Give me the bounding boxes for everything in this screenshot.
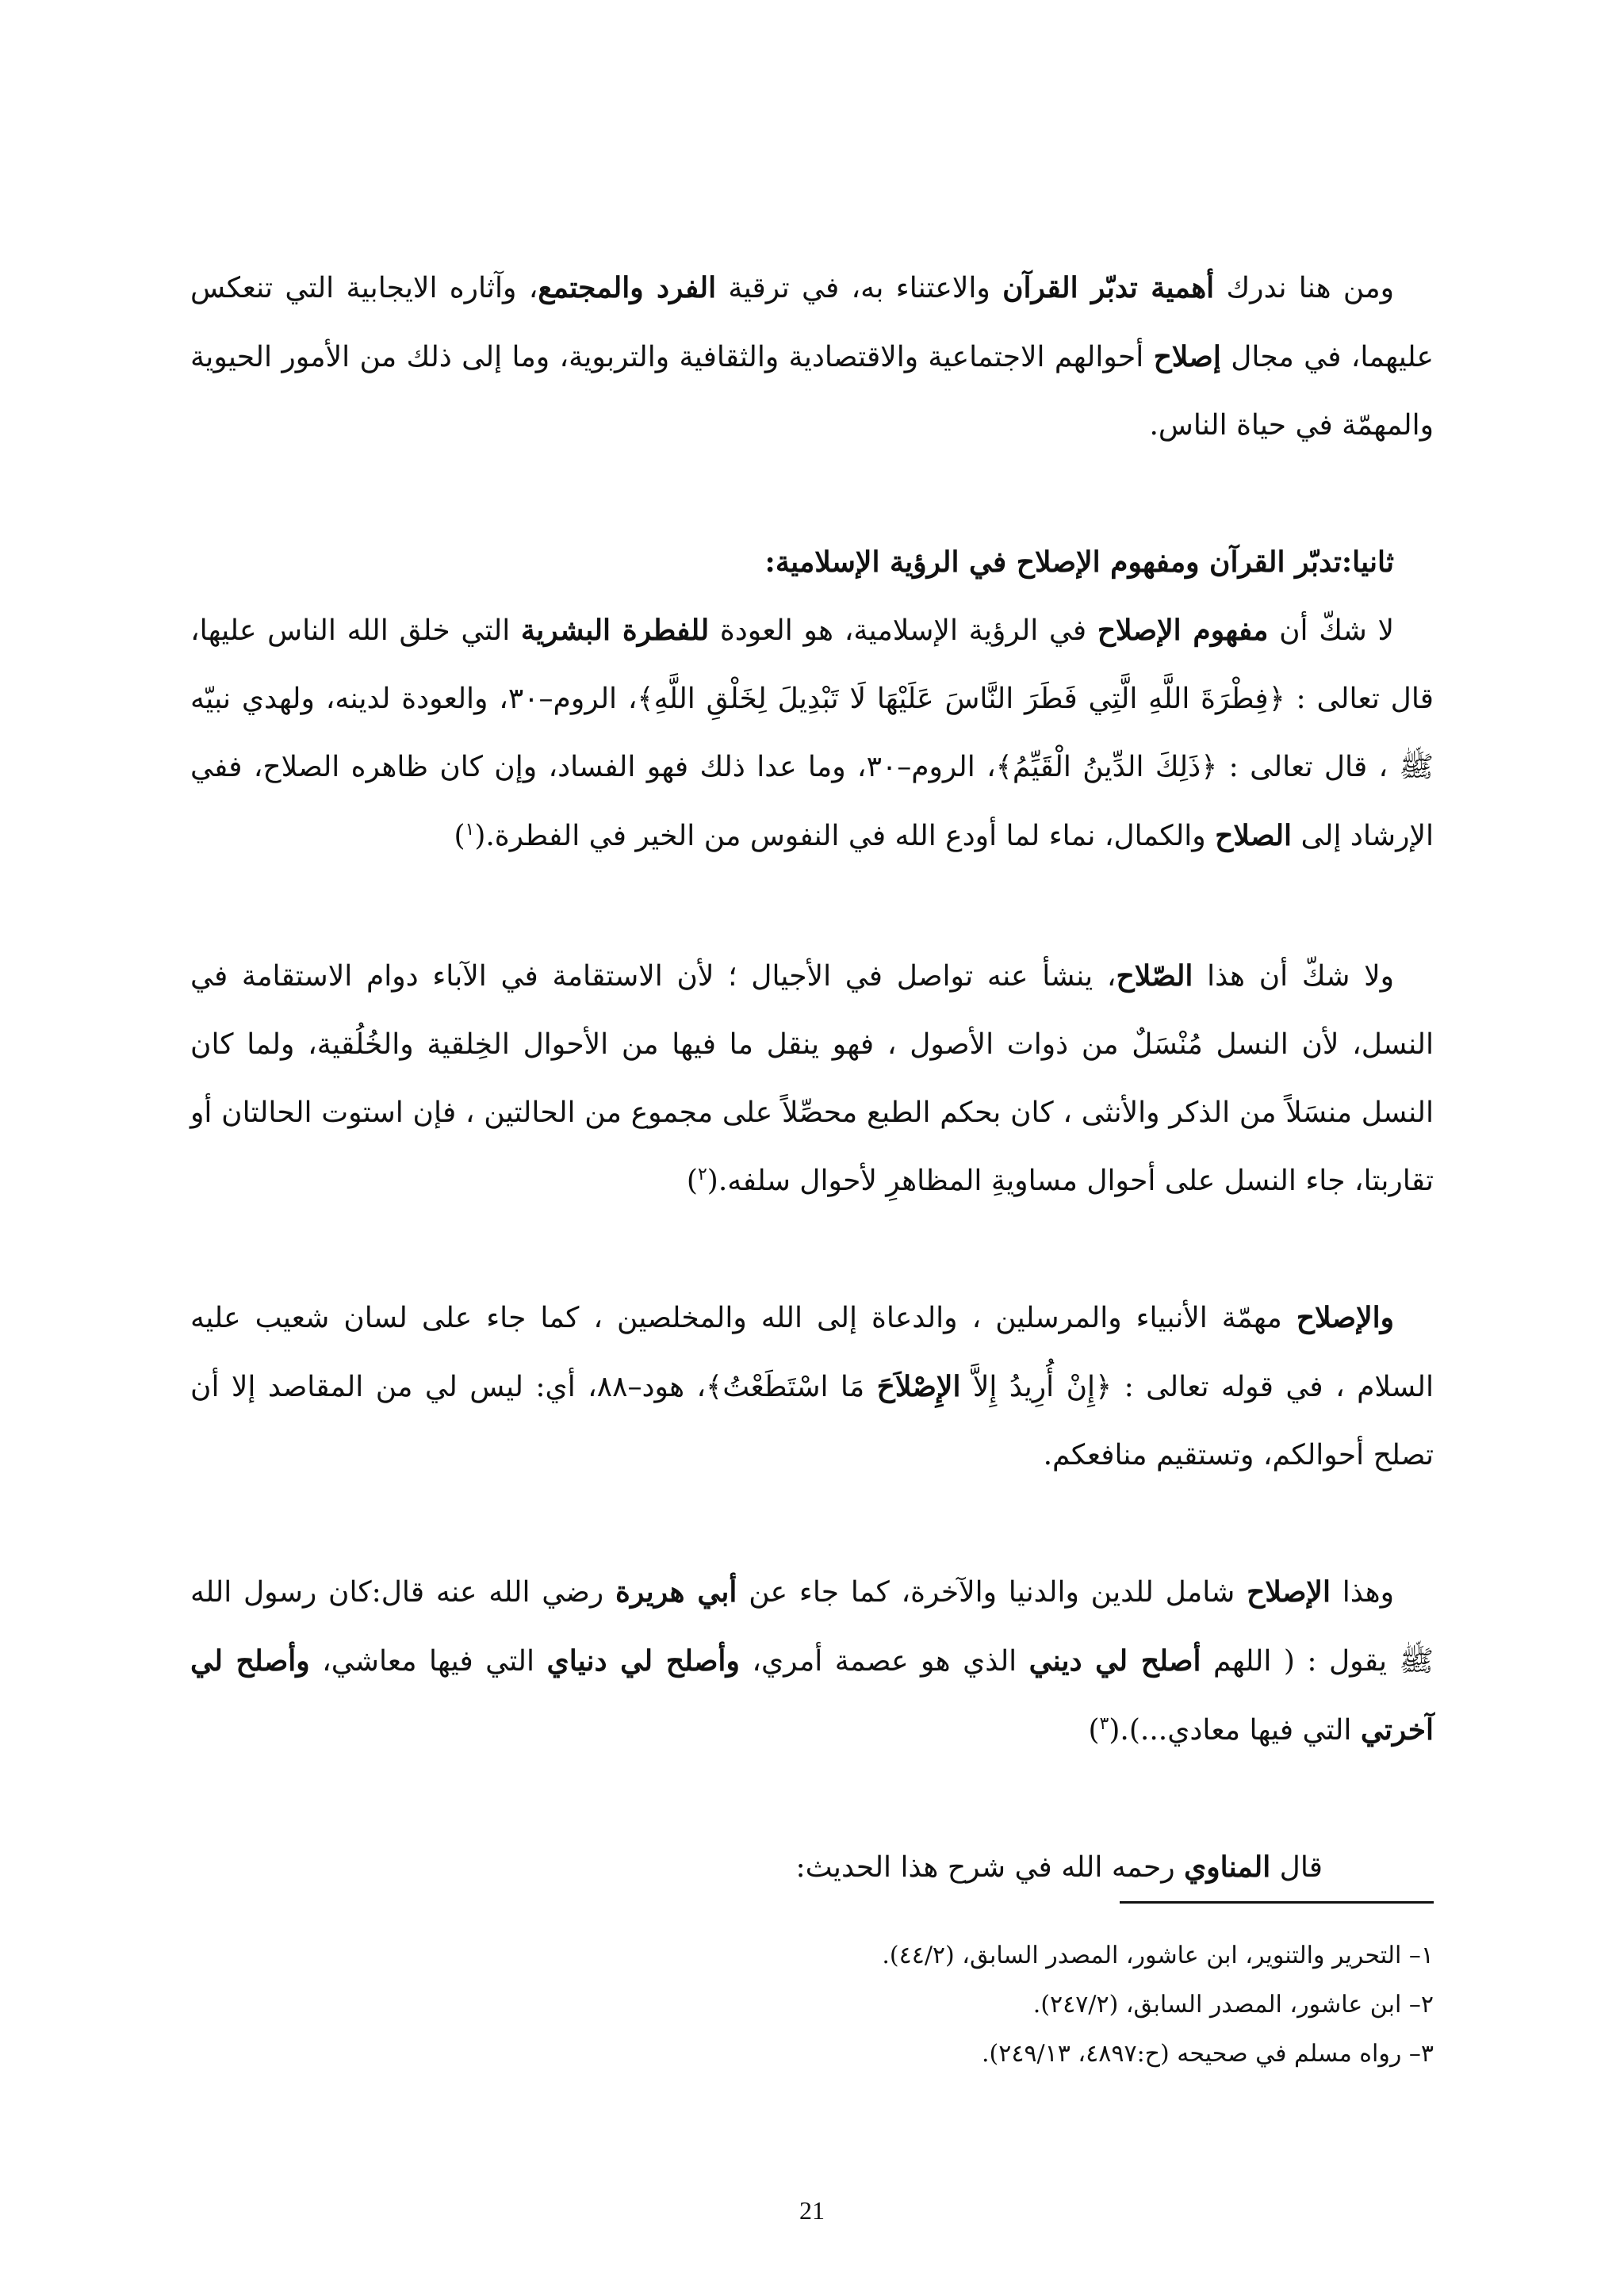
verse-part: ﴿إِنْ أُرِيدُ إِلاَّ [960, 1371, 1113, 1403]
text-run: ) [454, 820, 465, 852]
text-run: التي فيها معاشي، [309, 1645, 547, 1678]
bold-phrase: الفرد والمجتمع [538, 271, 717, 304]
text-run: والكمال، نماء لما أودع الله في النفوس من الخير في الفطرة.( [474, 820, 1216, 852]
text-run: التي خلق الله الناس عليها، قال تعالى : [190, 614, 1434, 715]
bold-phrase: أبي هريرة [615, 1575, 737, 1609]
bold-phrase: إصلاح [1153, 340, 1221, 373]
footnote-ref-3: ٣ [1099, 1714, 1109, 1734]
text-run: لا شكّ أن [1268, 614, 1394, 647]
bold-phrase: أهمية تدبّر القرآن [1002, 271, 1215, 304]
text-run: ) [686, 1165, 698, 1197]
text-run: الذي هو عصمة أمري، [739, 1645, 1029, 1678]
footnote-separator [1120, 1901, 1434, 1904]
text-run: رضي الله عنه قال:كان رسول الله ﷺ يقول : ( اللهم [190, 1576, 1434, 1678]
paragraph-1 [190, 254, 1434, 460]
text-run: ومن هنا ندرك [1214, 272, 1395, 304]
text-run: رحمه الله في شرح هذا الحديث: [795, 1851, 1185, 1884]
quran-verse: ﴿فِطْرَةَ اللَّهِ الَّتِي فَطَرَ النَّاسَ عَلَيْهَا لَا تَبْدِيلَ لِخَلْقِ اللَّهِ﴾ [637, 683, 1285, 715]
text-run: ، هود–٨٨، أي: ليس لي من المقاصد إلا أن تصلح أحوالكم، وتستقيم منافعكم. [190, 1371, 1434, 1471]
bold-phrase: للفطرة البشرية [520, 614, 710, 647]
bold-phrase: مفهوم الإصلاح [1097, 614, 1269, 647]
text-run: ) [1088, 1714, 1100, 1747]
bold-phrase: الإصلاح [1247, 1575, 1331, 1609]
bold-phrase: وأصلح لي آخرتي [190, 1644, 1434, 1747]
text-run: والاعتناء به، في ترقية [716, 272, 1003, 304]
text-run: ولا شكّ أن هذا [1193, 960, 1394, 993]
text-run: أحوالهم الاجتماعية والاقتصادية والثقافية والتربوية، وما إلى ذلك من الأمور الحيوية والمهمّة في حياة الناس. [190, 341, 1434, 442]
bold-phrase: الصّلاح [1116, 959, 1193, 993]
text-run: ، الروم–٣٠، وما عدا ذلك فهو الفساد، وإن كان ظاهره الصلاح، ففي الإرشاد إلى [190, 751, 1434, 852]
bold-phrase: والإصلاح [1296, 1301, 1394, 1334]
bold-phrase: أصلح لي ديني [1028, 1644, 1201, 1678]
text-run: وهذا [1330, 1576, 1394, 1609]
text-run: مهمّة الأنبياء والمرسلين ، والدعاة إلى الله والمخلصين ، كما جاء على لسان شعيب عليه السلام ، في قوله تعالى : [190, 1302, 1434, 1403]
text-run: شامل للدين والدنيا والآخرة، كما جاء عن [737, 1576, 1247, 1609]
footnote-ref-2: ٢ [697, 1165, 707, 1184]
bold-phrase: وأصلح لي دنياي [546, 1644, 740, 1678]
paragraph-2 [190, 596, 1434, 871]
verse-part: مَا اسْتَطَعْتُ﴾ [706, 1371, 877, 1403]
text-run: ، ينشأ عنه تواصل في الأجيال ؛ لأن الاستقامة في الآباء دوام الاستقامة في النسل، لأن النسل مُنْسَلٌ من ذوات الأصول ، فهو ينقل ما فيها من الأحوال الخِلقية والخُلُقية، ولما كان النسل منسَلاً من الذكر والأنثى ، كان بحكم الطبع محصِّلاً على مجموع من الحالتين ، فإن استوت الحالتان أو تقاربتا، جاء النسل على أحوال مساويةِ المظاهرِ لأحوال سلفه.( [190, 960, 1434, 1197]
text-run: ، وآثاره الايجابية التي تنعكس عليهما، في مجال [190, 272, 1434, 373]
page-number: 21 [799, 2196, 825, 2225]
section-heading: ثانيا:تدبّر القرآن ومفهوم الإصلاح في الرؤية الإسلامية: [764, 545, 1394, 579]
paragraph-4 [190, 1284, 1434, 1490]
quran-verse [706, 1371, 1112, 1403]
text-run: قال [1270, 1851, 1323, 1884]
paragraph-5 [190, 1558, 1434, 1765]
footnote-3: ٣– رواه مسلم في صحيحه (ح:٤٨٩٧، ٢٤٩/١٣). [981, 2040, 1434, 2068]
text-run: ، الروم–٣٠، والعودة لدينه، ولهدي نبيّه ﷺ ، قال تعالى : [190, 683, 1434, 783]
footnote-ref-1: ١ [465, 820, 475, 840]
footnote-2: ٢– ابن عاشور، المصدر السابق، (٢٤٧/٢). [1032, 1991, 1434, 2019]
text-run: في الرؤية الإسلامية، هو العودة [709, 614, 1097, 647]
body-text [190, 254, 1434, 1902]
paragraph-6 [190, 1833, 1434, 1902]
bold-phrase: الصلاح [1215, 819, 1293, 852]
paragraph-3 [190, 942, 1434, 1215]
footnote-1: ١– التحرير والتنوير، ابن عاشور، المصدر السابق، (٤٤/٢). [882, 1942, 1434, 1969]
bold-phrase: المناوي [1184, 1850, 1271, 1884]
footnotes [190, 1931, 1434, 2079]
text-run: التي فيها معادي...).( [1109, 1714, 1361, 1747]
verse-bold-word: الإِصْلاَحَ [876, 1370, 961, 1403]
quran-verse: ﴿ذَلِكَ الدِّينُ الْقَيِّمُ﴾ [995, 751, 1218, 783]
